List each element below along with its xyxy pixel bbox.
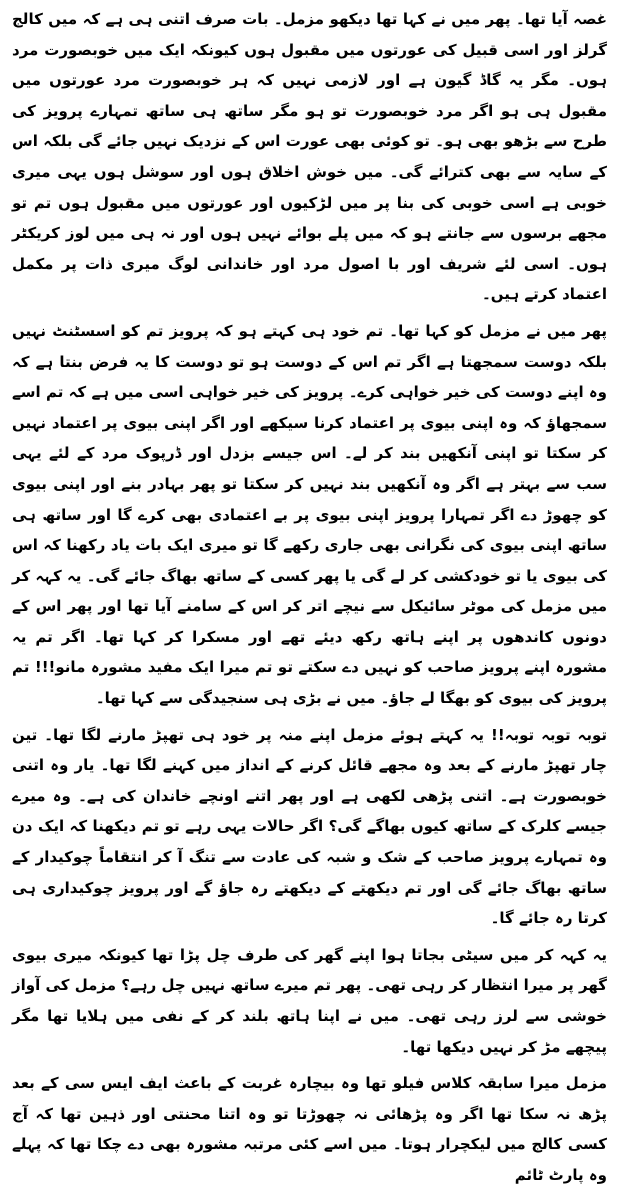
paragraph-2: پھر میں نے مزمل کو کہا تھا۔ تم خود ہی کہتے ہو کہ پرویز تم کو اسسٹنٹ نہیں بلکہ دوست سمجھتا ہے اگر تم اس کے دوست ہو تو دوست کا یہ فرض بنتا ہے کہ وہ اپنے دوست کی خیر خواہی کرے۔ پرویز کی خیر خواہی اسی میں ہے کہ تم اسے سمجھاؤ کہ وہ اپنی بیوی پر اعتماد کرنا سیکھے اور اگر اپنی بیوی پر اعتماد نہیں کر سکتا تو اپنی آنکھیں بند کر لے۔ اس جیسے بزدل اور ڈرپوک مرد کے لئے یہی سب سے بہتر ہے اگر وہ آنکھیں بند نہیں کر سکتا تو پھر بہادر بنے اور اپنی بیوی کو چھوڑ دے اگر تمہارا پرویز اپنی بیوی پر بے اعتمادی بھی کرے گا اور ساتھ ہی ساتھ اپنی بیوی کی نگرانی بھی جاری رکھے گا تو میری ایک بات یاد رکھنا کہ اس کی بیوی یا تو خودکشی کر لے گی یا پھر کسی کے ساتھ بھاگ جائے گی۔ یہ کہہ کر میں مزمل کی موٹر سائیکل سے نیچے اتر کر اس کے سامنے آیا تھا اور پھر اس کے دونوں کاندھوں پر اپنے ہاتھ رکھ دیئے تھے اور مسکرا کر کہا تھا۔ اگر تم یہ مشورہ اپنے پرویز صاحب کو نہیں دے سکتے تو تم میرا ایک مفید مشورہ مانو!!! تم پرویز کی بیوی کو بھگا لے جاؤ۔ میں نے بڑی ہی سنجیدگی سے کہا تھا۔ — [12, 321, 607, 708]
paragraph-3: توبہ توبہ توبہ!! یہ کہتے ہوئے مزمل اپنے منہ پر خود ہی تھپڑ مارنے لگا تھا۔ تین چار تھپڑ مارنے کے بعد وہ مجھے قائل کرنے کے انداز میں کہنے لگا تھا۔ یار وہ اتنی خوبصورت ہے۔ اتنی پڑھی لکھی ہے اور پھر اتنے اونچے خاندان کی ہے۔ وہ میرے جیسے کلرک کے ساتھ کیوں بھاگے گی؟ اگر حالات یہی رہے تو تم دیکھنا کہ ایک دن وہ تمہارے پرویز صاحب کے شک و شبہ کی عادت سے تنگ آ کر انتقاماً چوکیدار کے ساتھ بھاگ جائے گی اور تم دیکھتے کے دیکھتے رہ جاؤ گے اور پرویز چوکیداری ہی کرتا رہ جائے گا۔ — [12, 725, 607, 928]
paragraph-1: غصہ آیا تھا۔ پھر میں نے کہا تھا دیکھو مزمل۔ بات صرف اتنی ہی ہے کہ میں کالج گرلز اور اسی قبیل کی عورتوں میں مقبول ہوں کیونکہ ایک میں خوبصورت مرد ہوں۔ مگر یہ گاڈ گیون ہے اور لازمی نہیں کہ ہر خوبصورت مرد عورتوں میں مقبول ہی ہو اگر مرد خوبصورت تو ہو مگر ساتھ ہی ساتھ تمہارے پرویز کی طرح سے بڑھو بھی ہو۔ تو کوئی بھی عورت اس کے نزدیک نہیں جائے گی بلکہ اس کے سایہ سے بھی کترائے گی۔ میں خوش اخلاق ہوں اور سوشل ہوں یہی میری خوبی ہے اسی خوبی کی بنا پر میں لڑکیوں اور عورتوں میں مقبول ہوں تم تو مجھے برسوں سے جانتے ہو کہ میں پلے بوائے نہیں ہوں اور نہ ہی میں لوز کریکٹر ہوں۔ اسی لئے شریف اور با اصول مرد اور خاندانی لوگ میری ذات پر مکمل اعتماد کرتے ہیں۔ — [12, 10, 607, 304]
paragraph-4: یہ کہہ کر میں سیٹی بجاتا ہوا اپنے گھر کی طرف چل پڑا تھا کیونکہ میری بیوی گھر پر میرا انتظار کر رہی تھی۔ پھر تم میرے ساتھ نہیں چل رہے؟ مزمل کی آواز خوشی سے لرز رہی تھی۔ میں نے اپنا ہاتھ بلند کر کے نفی میں ہلایا تھا مگر پیچھے مڑ کر نہیں دیکھا تھا۔ — [12, 945, 607, 1056]
paragraph-5: مزمل میرا سابقہ کلاس فیلو تھا وہ بیچارہ غربت کے باعث ایف ایس سی کے بعد پڑھ نہ سکا تھا اگر وہ پڑھائی نہ چھوڑتا تو وہ اتنا محنتی اور ذہین تھا کہ آج کسی کالج میں لیکچرار ہوتا۔ میں اسے کئی مرتبہ مشورہ بھی دے چکا تھا کہ پہلے وہ پارٹ ٹائم — [12, 1074, 607, 1184]
